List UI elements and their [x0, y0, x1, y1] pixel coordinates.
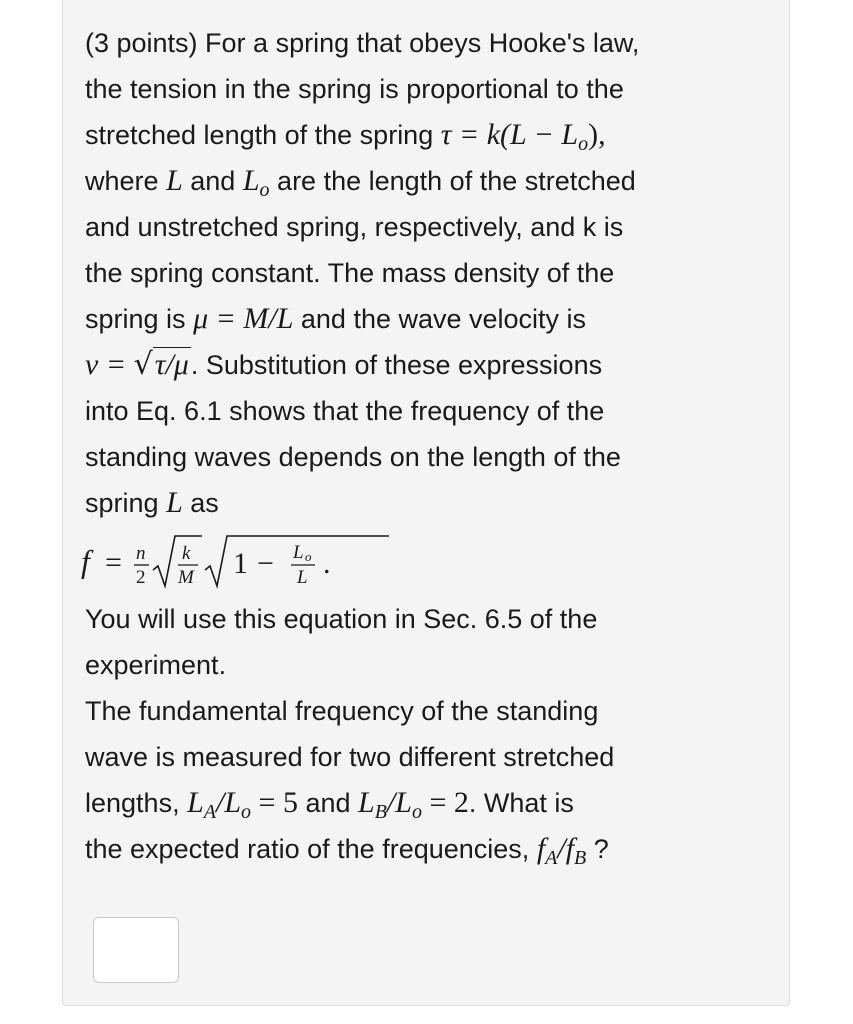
- text: spring: [85, 488, 159, 518]
- text: are the length of the stretched: [277, 166, 636, 196]
- math-sub: o: [259, 179, 270, 201]
- text-line: [85, 204, 775, 250]
- text: and: [190, 166, 236, 196]
- density-equation: μ = M/L: [193, 302, 294, 335]
- text: experiment.: [85, 650, 227, 680]
- hooke-equation: [440, 118, 606, 155]
- svg-text:2: 2: [136, 567, 146, 588]
- math: f: [536, 832, 546, 865]
- ratio-a: [187, 786, 298, 823]
- text: as: [190, 488, 219, 518]
- text: . What is: [468, 788, 574, 818]
- svg-text:L: L: [297, 567, 308, 588]
- answer-input[interactable]: [93, 917, 179, 983]
- text-line: [85, 20, 775, 66]
- svg-text:M: M: [178, 567, 194, 588]
- math-sub: A: [545, 847, 558, 869]
- velocity-equation: v =: [85, 348, 127, 381]
- math: L: [166, 486, 183, 519]
- svg-text:.: .: [323, 547, 331, 580]
- math: L: [187, 786, 204, 819]
- text: where: [85, 166, 159, 196]
- text: and the wave velocity is: [300, 304, 587, 334]
- math-sub: B: [574, 847, 587, 869]
- text-line: [85, 826, 775, 872]
- text-line: [85, 780, 775, 826]
- question-text: [81, 20, 775, 872]
- frequency-ratio: [536, 832, 587, 869]
- text: and unstretched spring, respectively, and k is: [85, 212, 624, 242]
- text-line: [85, 112, 775, 158]
- math: /f: [557, 832, 575, 865]
- text: ?: [593, 834, 609, 864]
- text-line: [85, 596, 775, 642]
- math-sub: o: [578, 133, 589, 155]
- math-sub: o: [411, 801, 422, 823]
- text-line: [85, 434, 775, 480]
- text-line: [85, 642, 775, 688]
- svg-text:1: 1: [233, 547, 248, 580]
- text: spring is: [85, 304, 186, 334]
- math-sub: A: [203, 801, 216, 823]
- text: the tension in the spring is proportional to the: [85, 74, 624, 104]
- text-line: [85, 734, 775, 780]
- math-sub: B: [374, 801, 387, 823]
- svg-text:−: −: [257, 547, 274, 580]
- text: The fundamental frequency of the standing: [85, 696, 599, 726]
- text: standing waves depends on the length of the: [85, 442, 621, 472]
- text-line: [85, 250, 775, 296]
- math: L: [358, 786, 375, 819]
- text: (3 points) For a spring that obeys Hooke's law,: [85, 28, 640, 58]
- math-lo: [242, 164, 270, 201]
- text: stretched length of the spring: [85, 120, 434, 150]
- svg-text:o: o: [305, 549, 312, 564]
- ratio-b: [358, 786, 469, 823]
- text: into Eq. 6.1 shows that the frequency of the: [85, 396, 605, 426]
- math: ),: [588, 118, 606, 151]
- frequency-formula: [81, 526, 775, 596]
- math: = 5: [258, 786, 298, 819]
- math: = 2: [429, 786, 469, 819]
- math: τ = k(L − L: [440, 118, 579, 151]
- text-line: [85, 480, 775, 526]
- math: L: [242, 164, 260, 197]
- radical-sign: √: [133, 347, 153, 382]
- math: /L: [216, 786, 242, 819]
- text-line: [85, 296, 775, 342]
- text: lengths,: [85, 788, 180, 818]
- math: τ/μ: [154, 348, 189, 381]
- frequency-formula-graphic: [79, 526, 439, 592]
- text: the spring constant. The mass density of the: [85, 258, 615, 288]
- text: wave is measured for two different stretched: [85, 742, 615, 772]
- svg-text:=: =: [105, 546, 122, 579]
- text: . Substitution of these expressions: [190, 350, 603, 380]
- svg-text:k: k: [182, 543, 191, 564]
- text-line: [85, 688, 775, 734]
- text: You will use this equation in Sec. 6.5 of the: [85, 604, 598, 634]
- svg-text:n: n: [136, 543, 146, 564]
- text-line: [85, 342, 775, 388]
- text: the expected ratio of the frequencies,: [85, 834, 530, 864]
- svg-text:f: f: [81, 543, 90, 579]
- math: L: [166, 164, 183, 197]
- svg-text:L: L: [293, 542, 304, 563]
- text-line: [85, 388, 775, 434]
- text-line: [85, 158, 775, 204]
- math: /L: [386, 786, 412, 819]
- math-sub: o: [241, 801, 252, 823]
- text-line: [85, 66, 775, 112]
- sqrt-expression: [134, 342, 191, 388]
- text: and: [305, 788, 351, 818]
- question-card: [62, 0, 790, 1006]
